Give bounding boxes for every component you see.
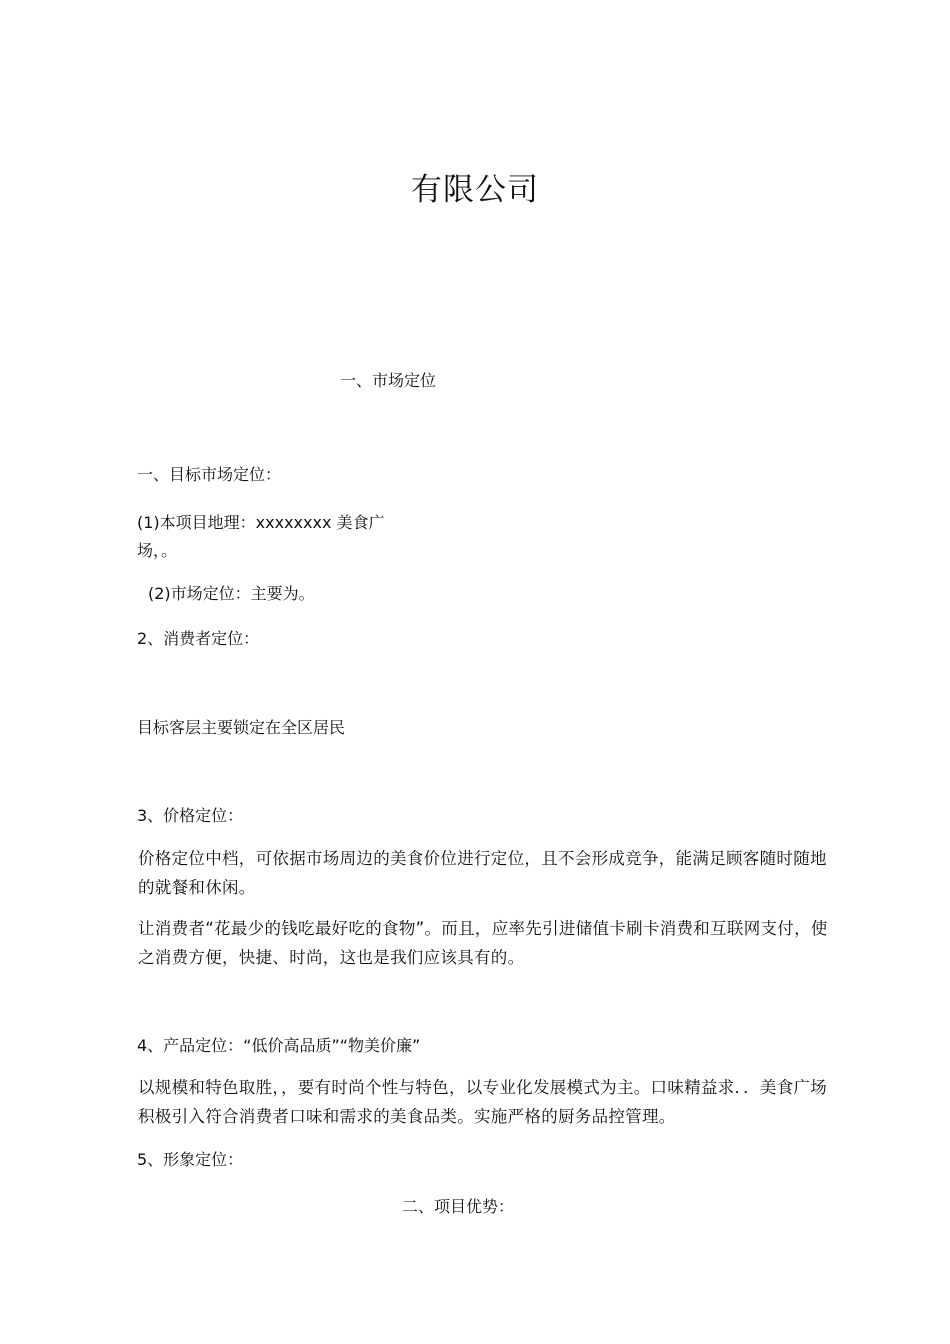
document-title: 有限公司 (411, 172, 539, 208)
subheading-image-positioning: 5、形象定位： (137, 1150, 244, 1169)
price-paragraph-2: 让消费者“花最少的钱吃最好吃的食物”。而且，应率先引进储值卡刷卡消费和互联网支付，使之消费方便，快捷、时尚，这也是我们应该具有的。 (138, 919, 828, 967)
product-paragraph: 以规模和特色取胜，，要有时尚个性与特色，以专业化发展模式为主。口味精益求．．美食广场积极引入符合消费者口味和需求的美食品类。实施严格的厨务品控管理。 (138, 1078, 828, 1126)
subheading-price-positioning: 3、价格定位： (137, 806, 244, 825)
subheading-target-market: 一、目标市场定位： (137, 465, 282, 484)
item-location-line1: (1)本项目地理：xxxxxxxx 美食广 (137, 513, 385, 532)
subheading-consumer-positioning: 2、消费者定位： (137, 629, 260, 648)
section-heading-market-positioning: 一、市场定位 (340, 371, 437, 390)
price-paragraph-1: 价格定位中档，可依据市场周边的美食价位进行定位，且不会形成竞争，能满足顾客随时随地的就餐和休闲。 (138, 849, 827, 897)
item-location-line2: 场，。 (137, 541, 178, 560)
item-market-positioning: (2)市场定位：主要为。 (148, 584, 315, 603)
subheading-product-positioning: 4、产品定位：“低价高品质”“物美价廉” (137, 1036, 421, 1055)
section-heading-project-advantages: 二、项目优势： (402, 1197, 515, 1216)
consumer-text: 目标客层主要锁定在全区居民 (137, 718, 346, 737)
